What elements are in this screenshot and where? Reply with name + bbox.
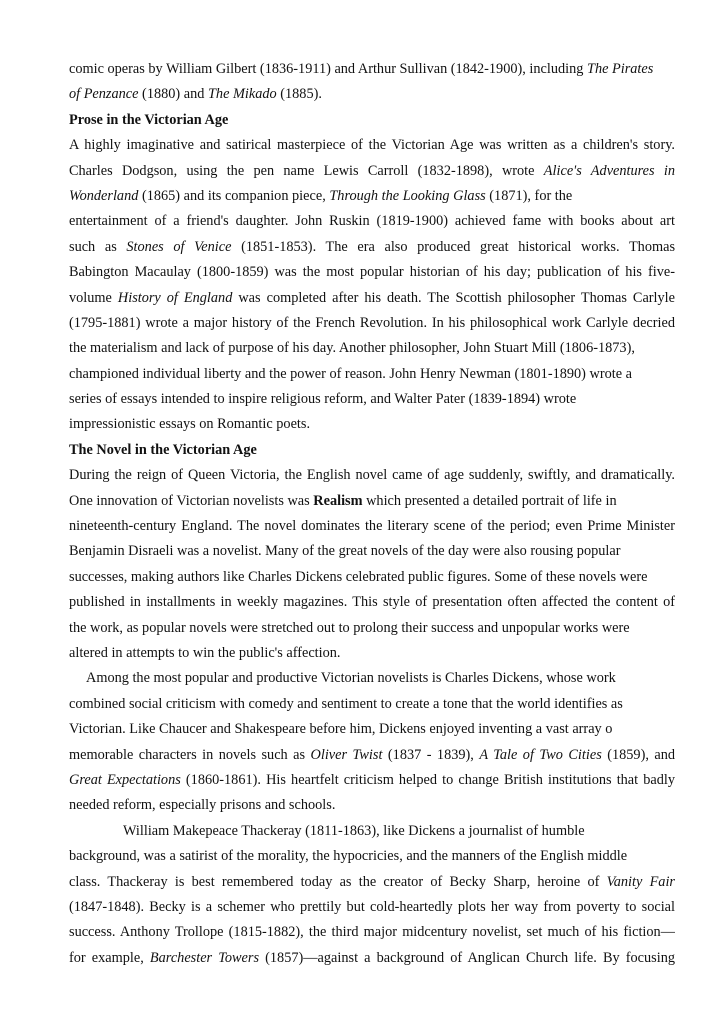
text-run: championed individual liberty and the power of reason. John Henry Newman (1801-1890) wrote a [69,365,632,382]
text-run: William Makepeace Thackeray (1811-1863), like Dickens a journalist of humble [123,822,585,839]
text-run: altered in attempts to win the public's affection. [69,644,341,661]
text-run: success. Anthony Trollope (1815-1882), the third major midcentury novelist, set much of his fiction— [69,924,675,941]
text-run: (1871), for the [485,187,573,204]
text-line [69,311,675,336]
italic-title: Wonderland [69,187,139,204]
text-run: the materialism and lack of purpose of his day. Another philosopher, John Stuart Mill (1806-1873), [69,340,635,357]
italic-title: Great Expectations [69,771,181,788]
text-line [69,616,675,641]
text-run: background, was a satirist of the morality, the hypocricies, and the manners of the English middle [69,848,628,865]
text-run: entertainment of a friend's daughter. John Ruskin (1819-1900) achieved fame with books about art [69,213,675,230]
text-line [69,819,675,844]
text-run: for example, [69,949,150,966]
text-run: (1847-1848). Becky is a schemer who prettily but cold-heartedly plots her way from poverty to social [69,898,675,915]
text-run: (1880) and [138,86,208,103]
text-run: which presented a detailed portrait of life in [362,492,617,509]
text-line [69,768,675,793]
text-run: memorable characters in novels such as [69,746,311,763]
text-run: class. Thackeray is best remembered today as the creator of Becky Sharp, heroine of [69,873,607,890]
italic-title: Barchester Towers [149,949,260,966]
text-line [69,336,675,361]
section-heading [69,438,675,463]
text-run: (1837 - 1839), [382,746,480,763]
text-run: Charles Dodgson, using the pen name Lewis Carroll (1832-1898), wrote [69,162,544,179]
italic-title: Oliver Twist [310,746,383,763]
text-run: combined social criticism with comedy and sentiment to create a tone that the world identifies as [69,695,623,712]
italic-title: of Penzance [69,86,139,103]
text-run: comic operas by William Gilbert (1836-1911) and Arthur Sullivan (1842-1900), including [69,61,587,77]
text-run: (1851-1853). The era also produced great historical works. Thomas [231,238,675,255]
italic-title: The Mikado [207,86,277,103]
text-run: Victorian. Like Chaucer and Shakespeare before him, Dickens enjoyed inventing a vast array o [69,721,613,738]
text-run: such as [69,238,127,255]
text-line [69,184,675,209]
text-line [69,362,675,387]
document-page [69,57,675,971]
italic-title: Through the Looking Glass [329,187,486,204]
text-line [69,870,675,895]
text-run: A highly imaginative and satirical masterpiece of the Victorian Age was written as a children's story. [69,137,675,154]
text-line [69,463,675,488]
text-line [69,57,675,82]
text-line [69,565,675,590]
text-line [69,209,675,234]
text-line [69,489,675,514]
text-line [69,159,675,184]
text-run: (1885). [276,86,322,103]
italic-title: Vanity Fair [606,873,675,890]
bold-term: The Novel in the Victorian Age [69,441,257,458]
text-line [69,412,675,437]
text-run: (1857)—against a background of Anglican Church life. By focusing [259,949,675,966]
text-line [69,235,675,260]
text-line [69,920,675,945]
text-line [69,82,675,107]
text-run: impressionistic essays on Romantic poets. [69,416,311,433]
bold-term: Realism [313,492,363,509]
text-run: (1865) and its companion piece, [138,187,330,204]
text-run: was completed after his death. The Scottish philosopher Thomas Carlyle [232,289,675,306]
text-run: (1859), and [601,746,675,763]
text-line [69,666,675,691]
text-line [69,133,675,158]
text-line [69,793,675,818]
italic-title: Stones of Venice [126,238,232,255]
text-line [69,692,675,717]
text-line [69,514,675,539]
section-heading [69,108,675,133]
text-line [69,260,675,285]
text-run: needed reform, especially prisons and schools. [69,797,336,814]
text-run: During the reign of Queen Victoria, the English novel came of age suddenly, swiftly, and dramatically. [69,467,675,484]
bold-term: Prose in the Victorian Age [69,111,229,128]
italic-title: A Tale of Two Cities [479,746,602,763]
text-run: published in installments in weekly magazines. This style of presentation often affected the content of [69,594,675,611]
italic-title: Alice's Adventures in [543,162,675,179]
text-run: the work, as popular novels were stretched out to prolong their success and unpopular works were [69,619,630,636]
text-run: Benjamin Disraeli was a novelist. Many of the great novels of the day were also rousing popular [69,543,621,560]
text-run: (1860-1861). His heartfelt criticism helped to change British institutions that badly [180,771,675,788]
text-run: Among the most popular and productive Victorian novelists is Charles Dickens, whose work [86,670,616,687]
text-line [69,895,675,920]
text-run: Babington Macaulay (1800-1859) was the most popular historian of his day; publication of his five- [69,264,675,281]
text-line [69,286,675,311]
text-run: volume [69,289,118,306]
text-run: (1795-1881) wrote a major history of the French Revolution. In his philosophical work Carlyle decried [69,314,675,331]
italic-title: The Pirates [587,61,654,77]
text-line [69,717,675,742]
text-line [69,539,675,564]
text-run: One innovation of Victorian novelists was [69,492,314,509]
text-run: series of essays intended to inspire religious reform, and Walter Pater (1839-1894) wrote [69,391,577,408]
text-run: nineteenth-century England. The novel dominates the literary scene of the period; even Prime Minister [69,518,675,535]
text-line [69,844,675,869]
italic-title: History of England [117,289,233,306]
text-line [69,641,675,666]
text-line [69,946,675,971]
text-line [69,387,675,412]
text-run: successes, making authors like Charles Dickens celebrated public figures. Some of these novels were [69,568,648,585]
text-line [69,743,675,768]
text-line [69,590,675,615]
